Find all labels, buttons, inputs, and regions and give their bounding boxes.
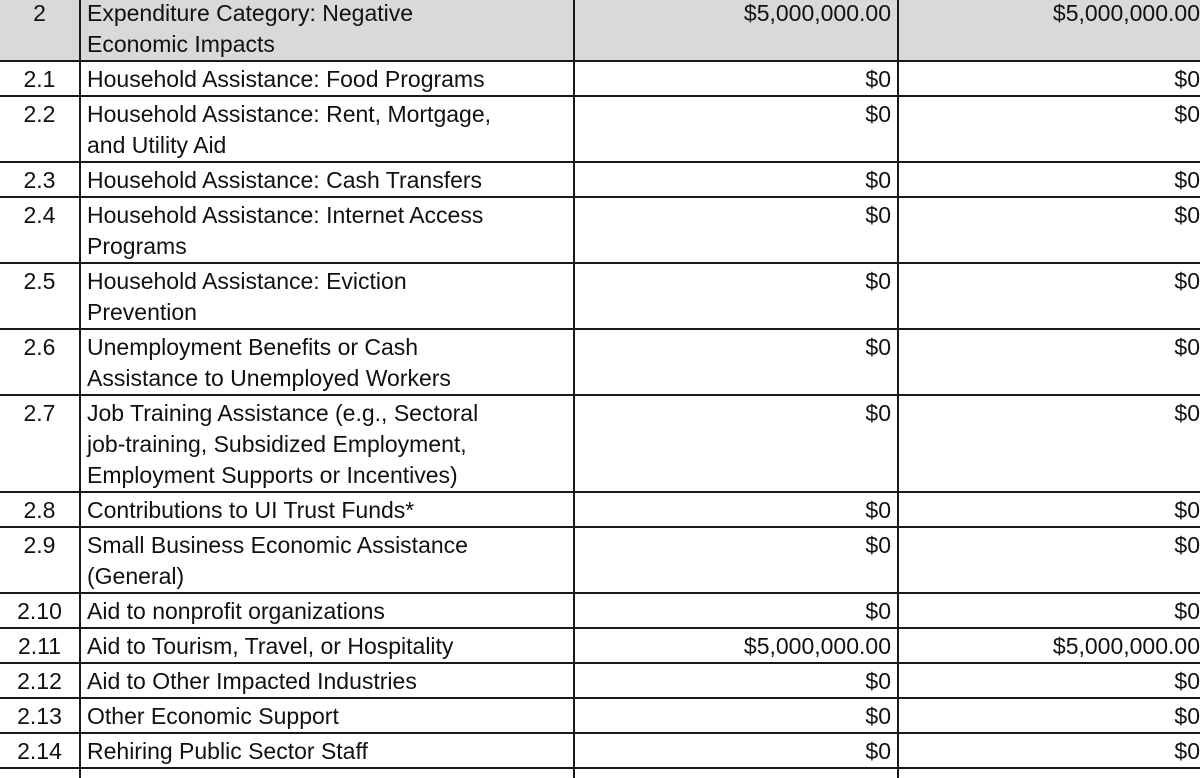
- row-amount-1: $0: [574, 663, 898, 698]
- table-row: [0, 197, 1200, 263]
- continued-cell: [0, 768, 80, 778]
- row-amount-2: $0: [898, 96, 1200, 162]
- table-row: [0, 527, 1200, 593]
- category-row: [0, 0, 1200, 61]
- category-number: 2: [0, 0, 80, 61]
- row-description-line: Household Assistance: Eviction: [87, 268, 407, 294]
- row-description-line: Household Assistance: Internet Access: [87, 202, 484, 228]
- row-description-line: Other Economic Support: [87, 703, 339, 729]
- row-amount-2: $0: [898, 61, 1200, 96]
- continued-cell: [898, 768, 1200, 778]
- row-amount-2: $0: [898, 492, 1200, 527]
- table-row: [0, 61, 1200, 96]
- row-description-line: Aid to Tourism, Travel, or Hospitality: [87, 633, 454, 659]
- category-description-line: Economic Impacts: [87, 31, 275, 57]
- table-row: [0, 395, 1200, 492]
- row-amount-2: $0: [898, 527, 1200, 593]
- category-description-line: Expenditure Category: Negative: [87, 0, 414, 26]
- row-description-line: Aid to Other Impacted Industries: [87, 668, 417, 694]
- category-description: [80, 0, 574, 61]
- row-description: [80, 329, 574, 395]
- row-number: 2.6: [0, 329, 80, 395]
- row-description-line: Small Business Economic Assistance: [87, 532, 468, 558]
- row-amount-1: $0: [574, 96, 898, 162]
- row-amount-1: $0: [574, 698, 898, 733]
- continued-cell: [574, 768, 898, 778]
- table-row: [0, 593, 1200, 628]
- row-amount-1: $0: [574, 162, 898, 197]
- row-description: [80, 492, 574, 527]
- row-amount-1: $0: [574, 329, 898, 395]
- category-amount-1: $5,000,000.00: [574, 0, 898, 61]
- row-amount-2: $0: [898, 698, 1200, 733]
- row-number: 2.10: [0, 593, 80, 628]
- row-amount-2: $5,000,000.00: [898, 628, 1200, 663]
- row-amount-2: $0: [898, 395, 1200, 492]
- category-amount-2: $5,000,000.00: [898, 0, 1200, 61]
- row-number: 2.14: [0, 733, 80, 768]
- row-description-line: Aid to nonprofit organizations: [87, 598, 385, 624]
- row-number: 2.9: [0, 527, 80, 593]
- row-amount-2: $0: [898, 263, 1200, 329]
- row-description: [80, 628, 574, 663]
- row-description-line: Job Training Assistance (e.g., Sectoral: [87, 400, 479, 426]
- row-amount-1: $0: [574, 197, 898, 263]
- table-row: [0, 492, 1200, 527]
- row-description-line: Prevention: [87, 299, 197, 325]
- row-number: 2.7: [0, 395, 80, 492]
- row-amount-2: $0: [898, 663, 1200, 698]
- row-amount-1: $0: [574, 527, 898, 593]
- row-number: 2.3: [0, 162, 80, 197]
- row-amount-1: $0: [574, 492, 898, 527]
- row-amount-1: $0: [574, 593, 898, 628]
- continued-cell: [80, 768, 574, 778]
- table-row: [0, 96, 1200, 162]
- row-amount-2: $0: [898, 329, 1200, 395]
- row-number: 2.4: [0, 197, 80, 263]
- row-amount-1: $0: [574, 395, 898, 492]
- row-description: [80, 162, 574, 197]
- row-number: 2.13: [0, 698, 80, 733]
- continued-row-edge: [0, 768, 1200, 778]
- row-description-line: (General): [87, 563, 185, 589]
- row-description: [80, 96, 574, 162]
- row-description: [80, 395, 574, 492]
- row-description: [80, 527, 574, 593]
- row-description-line: Assistance to Unemployed Workers: [87, 365, 451, 391]
- table-row: [0, 698, 1200, 733]
- row-description-line: Household Assistance: Rent, Mortgage,: [87, 101, 492, 127]
- row-amount-1: $0: [574, 61, 898, 96]
- row-description-line: and Utility Aid: [87, 132, 227, 158]
- row-amount-2: $0: [898, 162, 1200, 197]
- row-amount-1: $5,000,000.00: [574, 628, 898, 663]
- row-description-line: Household Assistance: Cash Transfers: [87, 167, 483, 193]
- row-description: [80, 61, 574, 96]
- row-description-line: Employment Supports or Incentives): [87, 462, 458, 488]
- row-amount-2: $0: [898, 733, 1200, 768]
- row-number: 2.5: [0, 263, 80, 329]
- row-number: 2.8: [0, 492, 80, 527]
- row-description-line: job-training, Subsidized Employment,: [87, 431, 467, 457]
- table-row: [0, 628, 1200, 663]
- row-description: [80, 593, 574, 628]
- row-amount-2: $0: [898, 593, 1200, 628]
- row-description-line: Contributions to UI Trust Funds*: [87, 497, 415, 523]
- row-description-line: Household Assistance: Food Programs: [87, 66, 485, 92]
- row-description: [80, 663, 574, 698]
- row-description: [80, 197, 574, 263]
- row-number: 2.2: [0, 96, 80, 162]
- row-number: 2.11: [0, 628, 80, 663]
- row-description-line: Programs: [87, 233, 187, 259]
- row-description-line: Unemployment Benefits or Cash: [87, 334, 419, 360]
- table-row: [0, 329, 1200, 395]
- row-description: [80, 698, 574, 733]
- table-row: [0, 663, 1200, 698]
- table-row: [0, 162, 1200, 197]
- table-row: [0, 263, 1200, 329]
- row-description-line: Rehiring Public Sector Staff: [87, 738, 368, 764]
- row-amount-1: $0: [574, 733, 898, 768]
- row-description: [80, 263, 574, 329]
- row-number: 2.12: [0, 663, 80, 698]
- row-amount-2: $0: [898, 197, 1200, 263]
- row-number: 2.1: [0, 61, 80, 96]
- row-amount-1: $0: [574, 263, 898, 329]
